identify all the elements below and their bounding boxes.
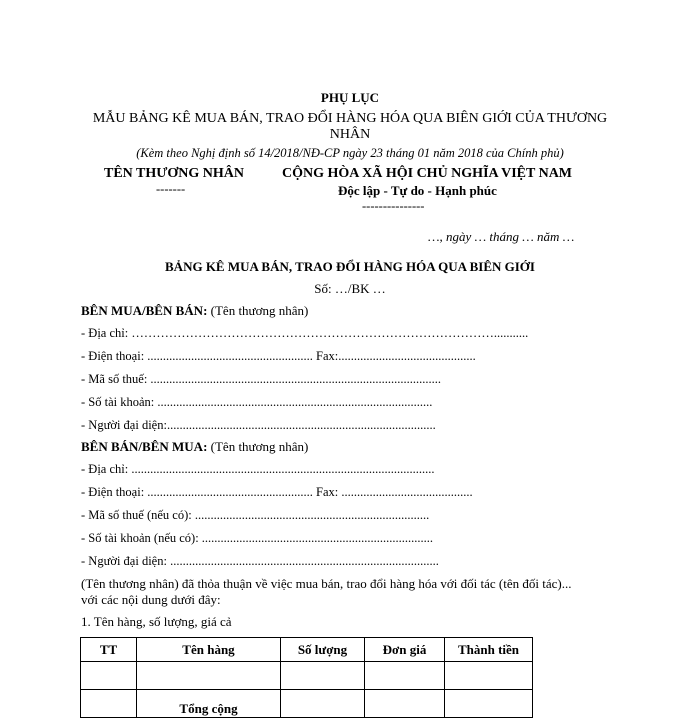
party2-representative: - Người đại diện: ...................................................................................... bbox=[81, 554, 439, 568]
goods-table-header-row bbox=[81, 638, 533, 662]
left-header-divider: ------- bbox=[156, 182, 186, 196]
decree-reference: (Kèm theo Nghị định số 14/2018/NĐ-CP ngày 23 tháng 01 năm 2018 của Chính phủ) bbox=[136, 146, 564, 160]
table-cell bbox=[81, 690, 137, 718]
col-header-amount: Thành tiền bbox=[445, 638, 533, 662]
document-number: Số: …/BK … bbox=[314, 281, 386, 296]
col-header-goods-name: Tên hàng bbox=[137, 638, 281, 662]
appendix-heading: PHỤ LỤC bbox=[320, 90, 380, 105]
party1-heading-note: (Tên thương nhân) bbox=[207, 303, 309, 318]
party1-heading bbox=[81, 303, 308, 319]
section-goods-heading: 1. Tên hàng, số lượng, giá cả bbox=[81, 614, 232, 629]
party2-address: - Địa chỉ: ................................................................................................. bbox=[81, 462, 435, 476]
party2-phone-fax: - Điện thoại: ..................................................... Fax: .......................................... bbox=[81, 485, 473, 499]
table-cell bbox=[445, 662, 533, 690]
party1-address: - Địa chỉ: ……………………………………………………………………………........... bbox=[81, 326, 529, 340]
table-row bbox=[81, 662, 533, 690]
total-label: Tổng cộng bbox=[137, 690, 281, 718]
party2-heading-label: BÊN BÁN/BÊN MUA: bbox=[81, 439, 208, 454]
party2-tax-code: - Mã số thuế (nếu có): ........................................................................... bbox=[81, 508, 430, 522]
party1-phone-fax: - Điện thoại: ..................................................... Fax:............................................ bbox=[81, 349, 476, 363]
col-header-quantity: Số lượng bbox=[281, 638, 365, 662]
table-cell bbox=[137, 662, 281, 690]
date-line: …, ngày … tháng … năm … bbox=[428, 229, 575, 244]
agreement-text-line1: (Tên thương nhân) đã thỏa thuận về việc mua bán, trao đổi hàng hóa với đối tác (tên đối tác)... bbox=[81, 576, 572, 591]
table-cell bbox=[281, 662, 365, 690]
party1-heading-label: BÊN MUA/BÊN BÁN: bbox=[81, 303, 208, 318]
form-title-line2: NHÂN bbox=[329, 127, 371, 142]
table-cell bbox=[445, 690, 533, 718]
party2-heading bbox=[81, 439, 308, 455]
country-heading: CỘNG HÒA XÃ HỘI CHỦ NGHĨA VIỆT NAM bbox=[282, 166, 573, 181]
party1-bank-account: - Số tài khoản: ........................................................................................ bbox=[81, 395, 433, 409]
party2-bank-account: - Số tài khoản (nếu có): .......................................................................... bbox=[81, 531, 434, 545]
table-cell bbox=[281, 690, 365, 718]
table-total-row bbox=[81, 690, 533, 718]
col-header-unit-price: Đơn giá bbox=[365, 638, 445, 662]
national-motto: Độc lập - Tự do - Hạnh phúc bbox=[338, 183, 497, 198]
table-cell bbox=[365, 690, 445, 718]
goods-table bbox=[80, 637, 533, 718]
document-title: BẢNG KÊ MUA BÁN, TRAO ĐỔI HÀNG HÓA QUA BIÊN GIỚI bbox=[165, 259, 535, 274]
party1-representative: - Người đại diện:...................................................................................... bbox=[81, 418, 436, 432]
form-title-line1: MẪU BẢNG KÊ MUA BÁN, TRAO ĐỔI HÀNG HÓA QUA BIÊN GIỚI CỦA THƯƠNG bbox=[92, 111, 608, 126]
merchant-name-heading: TÊN THƯƠNG NHÂN bbox=[104, 166, 245, 181]
table-cell bbox=[365, 662, 445, 690]
right-header-divider: --------------- bbox=[362, 199, 425, 213]
agreement-text-line2: với các nội dung dưới đây: bbox=[81, 592, 221, 607]
col-header-index: TT bbox=[81, 638, 137, 662]
party2-heading-note: (Tên thương nhân) bbox=[207, 439, 309, 454]
table-cell bbox=[81, 662, 137, 690]
party1-tax-code: - Mã số thuế: ............................................................................................. bbox=[81, 372, 442, 386]
